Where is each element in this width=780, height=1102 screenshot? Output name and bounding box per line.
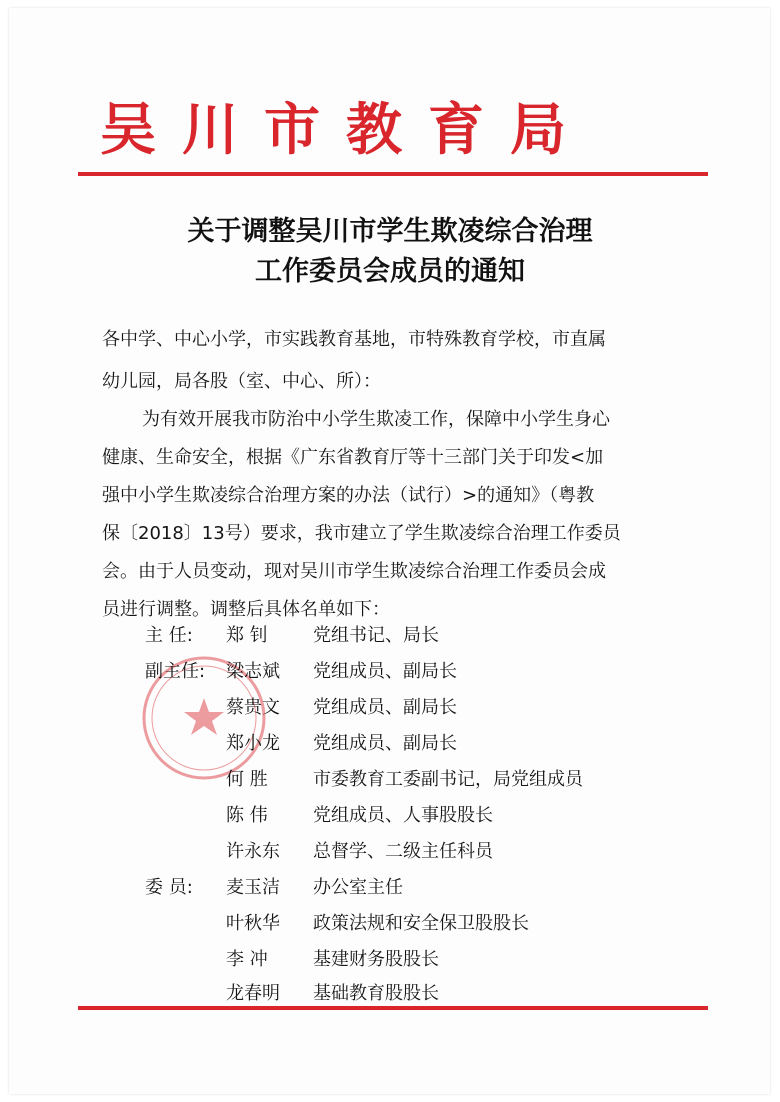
member-title: 基础教育股股长 bbox=[313, 983, 439, 1004]
member-name: 麦玉洁 bbox=[226, 877, 280, 898]
member-title: 总督学、二级主任科员 bbox=[313, 841, 493, 862]
member-title: 基建财务股股长 bbox=[313, 949, 439, 970]
paragraph-line-2: 健康、生命安全，根据《广东省教育厅等十三部门关于印发<加 bbox=[102, 447, 604, 468]
member-name: 龙春明 bbox=[226, 983, 280, 1004]
member-row bbox=[0, 762, 780, 798]
member-row bbox=[0, 618, 780, 654]
bottom-red-rule bbox=[78, 1006, 708, 1010]
member-title: 市委教育工委副书记，局党组成员 bbox=[313, 769, 583, 790]
paragraph-line-3: 强中小学生欺凌综合治理方案的办法（试行）>的通知》（粤教 bbox=[102, 485, 595, 506]
member-role: 主 任: bbox=[145, 625, 193, 646]
top-red-rule bbox=[78, 172, 708, 176]
member-title: 党组成员、副局长 bbox=[313, 697, 457, 718]
member-role: 副主任: bbox=[145, 661, 206, 682]
member-row bbox=[0, 870, 780, 906]
member-row bbox=[0, 690, 780, 726]
recipients-line-1: 各中学、中心小学，市实践教育基地，市特殊教育学校，市直属 bbox=[102, 329, 606, 350]
member-name: 蔡贵文 bbox=[226, 697, 280, 718]
paragraph-line-5: 会。由于人员变动，现对吴川市学生欺凌综合治理工作委员会成 bbox=[102, 561, 606, 582]
member-row bbox=[0, 726, 780, 762]
member-title: 党组成员、副局长 bbox=[313, 733, 457, 754]
member-row bbox=[0, 834, 780, 870]
member-name: 郑 钊 bbox=[226, 625, 268, 646]
member-role: 委 员: bbox=[145, 877, 193, 898]
paragraph-line-6: 员进行调整。调整后具体名单如下： bbox=[102, 599, 390, 620]
member-title: 办公室主任 bbox=[313, 877, 403, 898]
recipients-line-2: 幼儿园，局各股（室、中心、所）： bbox=[102, 371, 381, 392]
notice-title-line-2: 工作委员会成员的通知 bbox=[255, 256, 525, 287]
member-name: 陈 伟 bbox=[226, 805, 268, 826]
member-title: 党组书记、局长 bbox=[313, 625, 439, 646]
member-row bbox=[0, 798, 780, 834]
member-title: 政策法规和安全保卫股股长 bbox=[313, 913, 529, 934]
notice-title-line-1: 关于调整吴川市学生欺凌综合治理 bbox=[187, 216, 593, 247]
member-name: 许永东 bbox=[226, 841, 280, 862]
member-row bbox=[0, 942, 780, 978]
member-name: 郑小龙 bbox=[226, 733, 280, 754]
paragraph-line-1: 为有效开展我市防治中小学生欺凌工作，保障中小学生身心 bbox=[142, 409, 610, 430]
member-name: 梁志斌 bbox=[226, 661, 280, 682]
member-name: 李 冲 bbox=[226, 949, 268, 970]
member-name: 叶秋华 bbox=[226, 913, 280, 934]
member-title: 党组成员、副局长 bbox=[313, 661, 457, 682]
member-title: 党组成员、人事股股长 bbox=[313, 805, 493, 826]
member-row bbox=[0, 654, 780, 690]
member-row bbox=[0, 906, 780, 942]
org-masthead: 吴川市教育局 bbox=[100, 97, 592, 163]
member-name: 何 胜 bbox=[226, 769, 268, 790]
paragraph-line-4: 保〔2018〕13号）要求，我市建立了学生欺凌综合治理工作委员 bbox=[102, 523, 621, 544]
